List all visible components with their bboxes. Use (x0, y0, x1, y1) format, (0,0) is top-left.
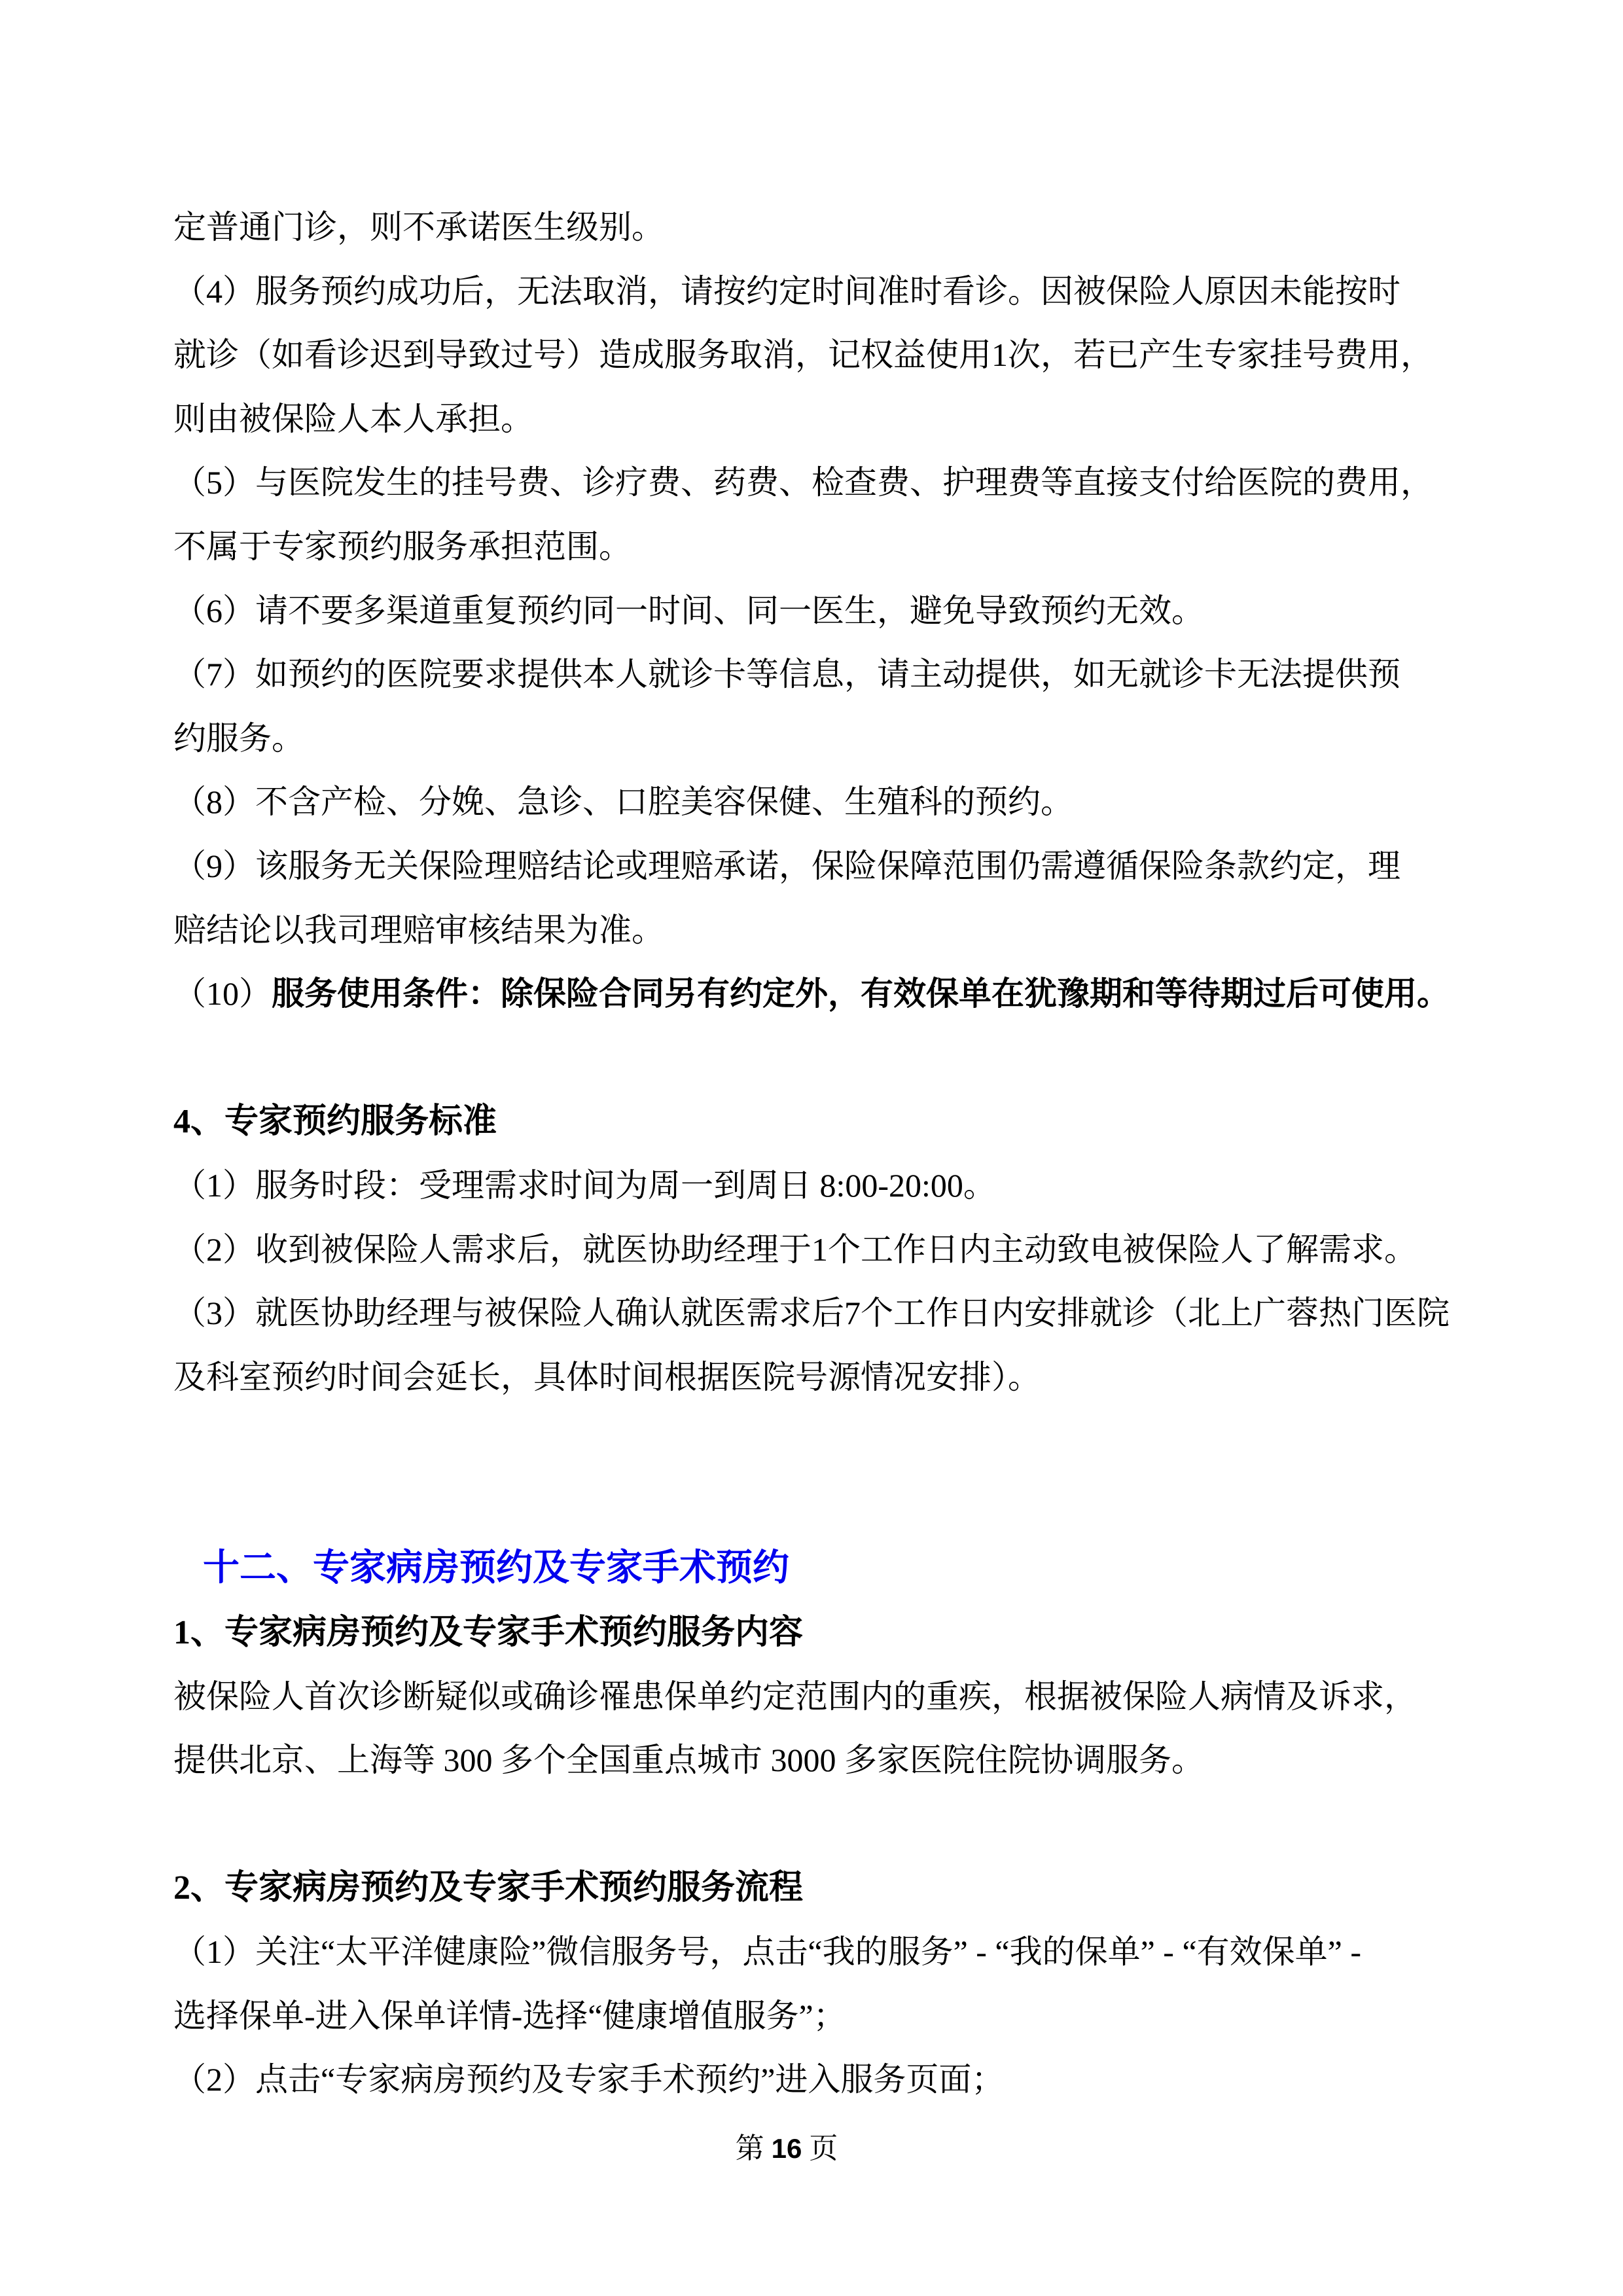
text-line (173, 579, 1450, 643)
text-line (173, 643, 1450, 707)
text-run: （1）关注“太平洋健康险”微信服务号，点击“我的服务” - “我的保单” - “有效保单” - (173, 1933, 1361, 1971)
text-line (173, 1282, 1450, 1346)
text-line (173, 1729, 1450, 1793)
text-line (173, 1601, 1450, 1665)
text-line (173, 707, 1450, 771)
blank-line (173, 1793, 1450, 1857)
text-line (173, 899, 1450, 963)
text-line (173, 1856, 1450, 1920)
text-run: （6）请不要多渠道重复预约同一时间、同一医生，避免导致预约无效。 (173, 592, 1204, 629)
text-line (173, 962, 1450, 1026)
bold-text-run: 4、专家预约服务标准 (173, 1103, 497, 1141)
text-line (173, 387, 1450, 452)
bold-text-run: 1、专家病房预约及专家手术预约服务内容 (173, 1614, 804, 1652)
blank-line (173, 1026, 1450, 1090)
text-line (173, 323, 1450, 387)
text-run: （4）服务预约成功后，无法取消，请按约定时间准时看诊。因被保险人原因未能按时 (173, 272, 1400, 310)
bold-text-run: 2、专家病房预约及专家手术预约服务流程 (173, 1869, 804, 1907)
text-run: （10） (173, 975, 272, 1013)
text-line (173, 1920, 1450, 1984)
text-line (173, 451, 1450, 515)
text-line (173, 1154, 1450, 1218)
bold-text-run: 服务使用条件：除保险合同另有约定外，有效保单在犹豫期和等待期过后可使用。 (272, 975, 1450, 1013)
text-run: 约服务。 (173, 719, 304, 757)
text-line (173, 1984, 1450, 2049)
text-run: 定普通门诊，则不承诺医生级别。 (173, 209, 664, 245)
text-run: 被保险人首次诊断疑似或确诊罹患保单约定范围内的重疾，根据被保险人病情及诉求， (173, 1677, 1417, 1715)
text-run: （2）点击“专家病房预约及专家手术预约”进入服务页面； (173, 2061, 1005, 2098)
text-line (173, 834, 1450, 899)
text-run: （7）如预约的医院要求提供本人就诊卡等信息，请主动提供，如无就诊卡无法提供预 (173, 656, 1400, 693)
text-run: （5）与医院发生的挂号费、诊疗费、药费、检查费、护理费等直接支付给医院的费用， (173, 464, 1433, 501)
document-body (173, 196, 1450, 2112)
text-run: 赔结论以我司理赔审核结果为准。 (173, 911, 664, 948)
text-line (173, 1346, 1450, 1410)
text-run: 及科室预约时间会延长，具体时间根据医院号源情况安排）。 (173, 1358, 1041, 1395)
blank-line (173, 1473, 1450, 1537)
text-line (173, 1665, 1450, 1729)
footer-prefix: 第 (735, 2132, 764, 2164)
text-line (173, 770, 1450, 834)
text-line (173, 1090, 1450, 1154)
text-run: 不属于专家预约服务承担范围。 (173, 528, 632, 565)
blank-line (173, 1409, 1450, 1473)
text-line (173, 2048, 1450, 2112)
text-line (173, 1218, 1450, 1282)
text-run: 就诊（如看诊迟到导致过号）造成服务取消，记权益使用1次，若已产生专家挂号费用， (173, 336, 1433, 374)
text-run: （8）不含产检、分娩、急诊、口腔美容保健、生殖科的预约。 (173, 783, 1073, 821)
page-number: 16 (771, 2133, 802, 2164)
text-run: （2）收到被保险人需求后，就医协助经理于1个工作日内主动致电被保险人了解需求。 (173, 1230, 1417, 1268)
text-line (173, 196, 1450, 260)
bold-text-run: 十二、专家病房预约及专家手术预约 (203, 1548, 789, 1589)
text-run: 提供北京、上海等 300 多个全国重点城市 3000 多家医院住院协调服务。 (173, 1742, 1204, 1779)
footer-suffix: 页 (809, 2132, 838, 2164)
text-run: （3）就医协助经理与被保险人确认就医需求后7个工作日内安排就诊（北上广蓉热门医院 (173, 1295, 1450, 1332)
page-footer (0, 2123, 1573, 2175)
text-run: 则由被保险人本人承担。 (173, 400, 533, 437)
text-run: （9）该服务无关保险理赔结论或理赔承诺，保险保障范围仍需遵循保险条款约定，理 (173, 847, 1400, 884)
text-line (173, 1537, 1450, 1601)
text-line (173, 515, 1450, 579)
text-run: （1）服务时段：受理需求时间为周一到周日 8:00-20:00。 (173, 1166, 996, 1204)
text-run: 选择保单-进入保单详情-选择“健康增值服务”； (173, 1997, 846, 2034)
text-line (173, 260, 1450, 324)
